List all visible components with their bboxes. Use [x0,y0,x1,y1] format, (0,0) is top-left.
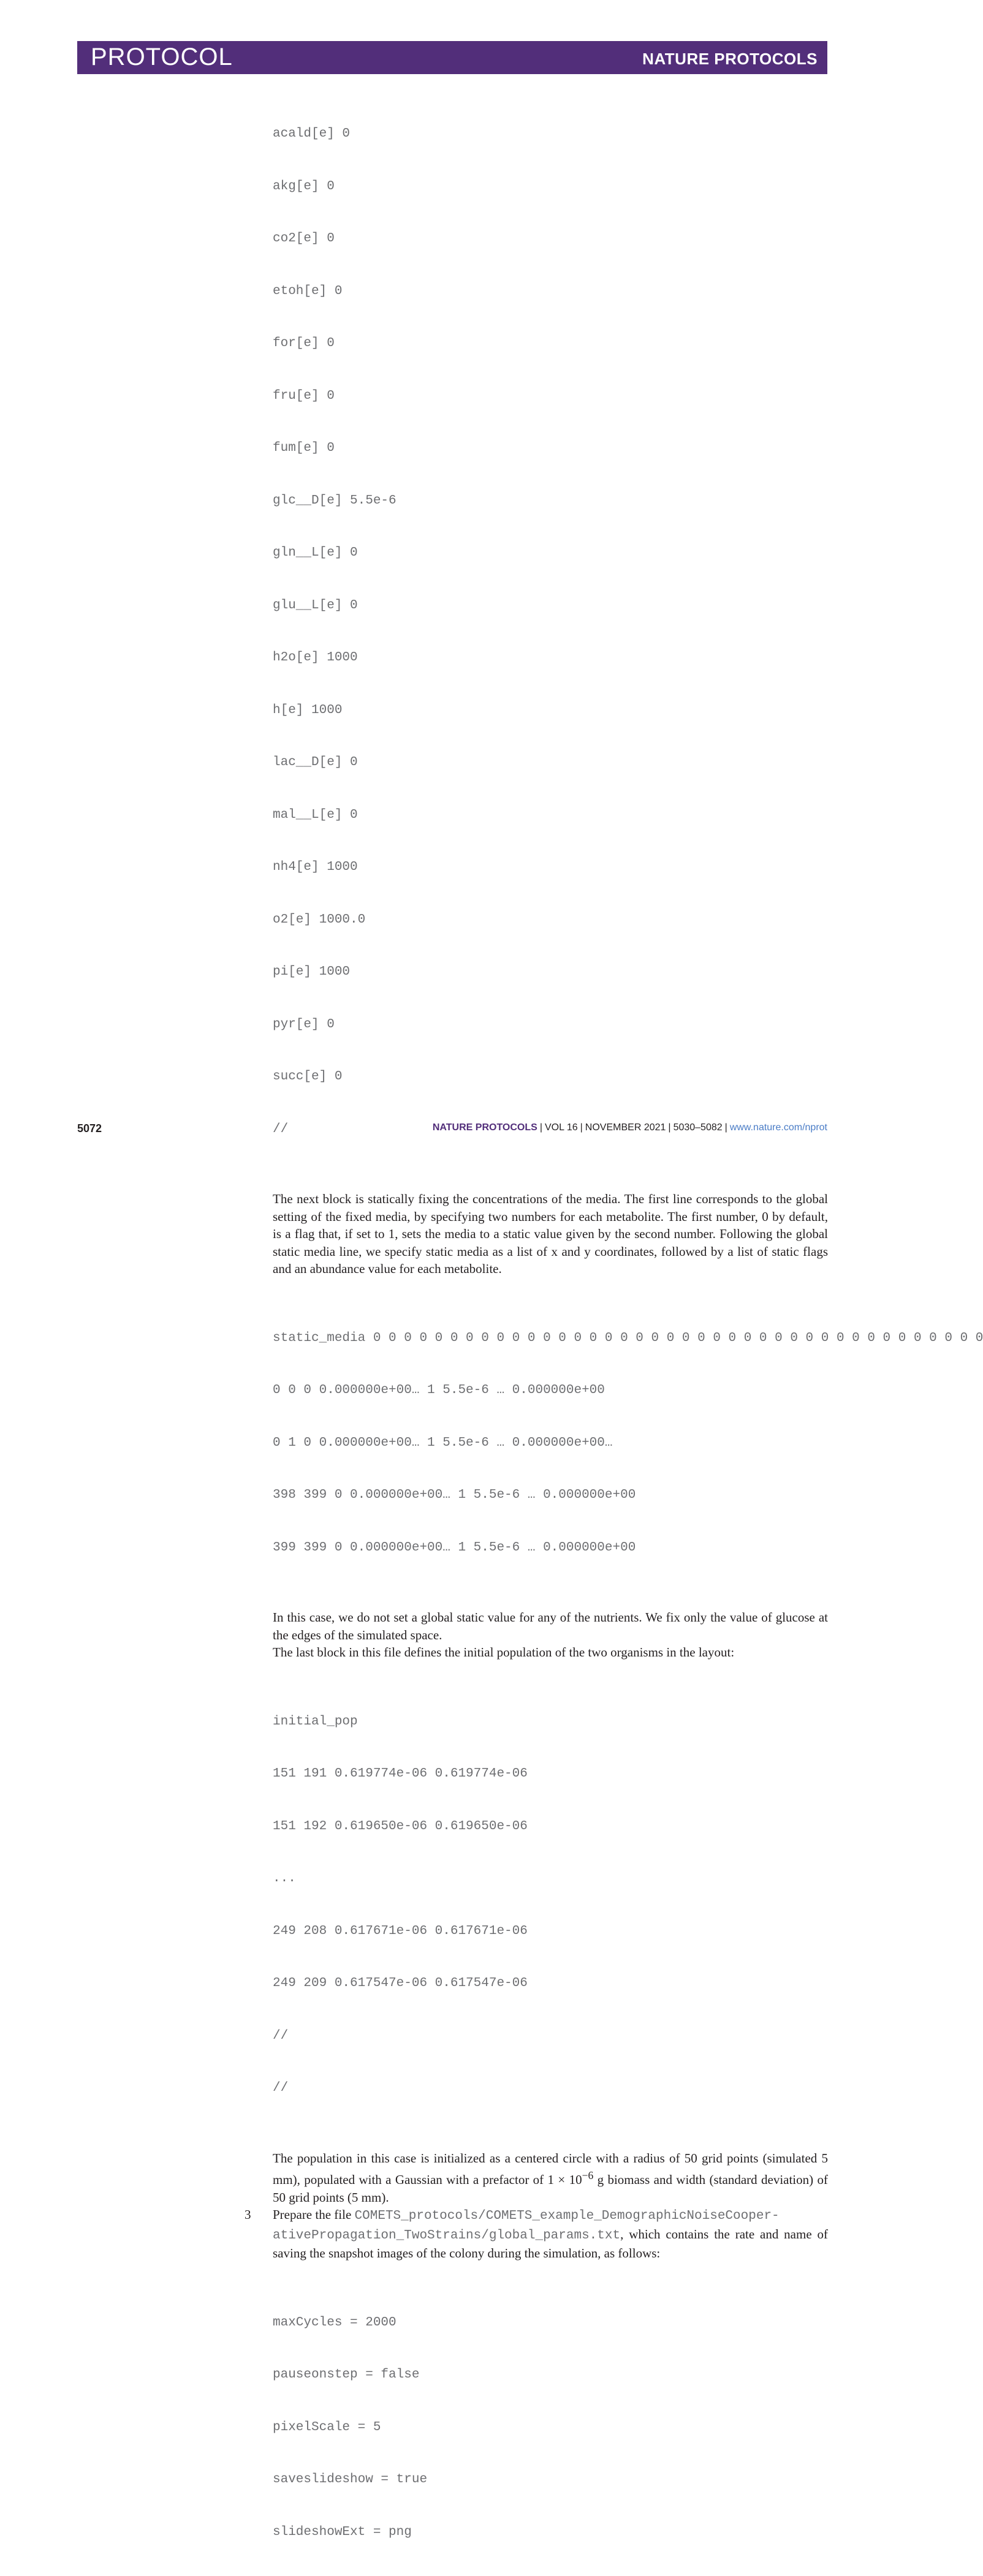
code-line: co2[e] 0 [273,230,828,248]
code-line: succ[e] 0 [273,1068,828,1086]
code-line: h2o[e] 1000 [273,649,828,667]
code-line: // [273,2080,828,2098]
journal-header: NATURE PROTOCOLS [642,50,818,69]
code-line: fru[e] 0 [273,388,828,406]
code-line: mal__L[e] 0 [273,807,828,825]
main-content [273,91,828,2576]
step-3-text: Prepare the file COMETS_protocols/COMETS_example_DemographicNoiseCooper- ativePropagation_TwoStrains/global_params.txt, which contains the rate and name of saving the snapshot images of the colony during the simulation, as follows: [273,2206,828,2262]
code-line: pyr[e] 0 [273,1016,828,1034]
code-line: fum[e] 0 [273,440,828,458]
code-line: ... [273,1870,828,1888]
footer-citation: NATURE PROTOCOLS | VOL 16 | NOVEMBER 2021 | 5030–5082 | www.nature.com/nprot [433,1122,827,1133]
code-line: 0 1 0 0.000000e+00… 1 5.5e-6 … 0.000000e+00… [273,1435,828,1452]
code-line: slideshowExt = png [273,2524,828,2542]
code-line: pauseonstep = false [273,2366,828,2384]
code-block-initial-pop [273,1679,828,2132]
file-path: COMETS_protocols/COMETS_example_DemographicNoiseCooper- ativePropagation_TwoStrains/global_params.txt [273,2209,780,2243]
code-block-params [273,2279,828,2576]
code-line: pixelScale = 5 [273,2419,828,2437]
step-3 [273,2206,828,2262]
code-line: glu__L[e] 0 [273,597,828,615]
code-line: 151 192 0.619650e-06 0.619650e-06 [273,1818,828,1836]
code-line: 249 208 0.617671e-06 0.617671e-06 [273,1923,828,1941]
code-line: 398 399 0 0.000000e+00… 1 5.5e-6 … 0.000000e+00 [273,1487,828,1505]
code-line: lac__D[e] 0 [273,754,828,772]
code-line: saveslideshow = true [273,2471,828,2489]
footer-volume: VOL 16 [545,1122,578,1133]
footer-url-link[interactable]: www.nature.com/nprot [730,1122,827,1133]
code-line: maxCycles = 2000 [273,2314,828,2332]
footer-pages: 5030–5082 [674,1122,723,1133]
code-line: 399 399 0 0.000000e+00… 1 5.5e-6 … 0.000000e+00 [273,1539,828,1557]
code-line: for[e] 0 [273,335,828,353]
code-line: initial_pop [273,1713,828,1731]
footer-journal: NATURE PROTOCOLS [433,1122,537,1133]
code-line: h[e] 1000 [273,702,828,720]
code-line: etoh[e] 0 [273,283,828,301]
step-number: 3 [245,2206,251,2224]
code-line: 0 0 0 0.000000e+00… 1 5.5e-6 … 0.000000e+00 [273,1382,828,1400]
code-line: glc__D[e] 5.5e-6 [273,493,828,510]
superscript-exponent: −6 [582,2169,594,2181]
code-line: gln__L[e] 0 [273,545,828,562]
code-line: akg[e] 0 [273,178,828,196]
code-line: static_media 0 0 0 0 0 0 0 0 0 0 0 0 0 0 0 0 0 0 0 0 0 0 0 0 0 0 0 0 0 0 0 0 0 0 0 0 0 0 0 0 [273,1330,828,1348]
code-line: 249 209 0.617547e-06 0.617547e-06 [273,1975,828,1993]
code-line: o2[e] 1000.0 [273,912,828,929]
code-block-static [273,1295,828,1592]
paragraph-last-block: The last block in this file defines the initial population of the two organisms in the layout: [273,1644,828,1661]
section-label: PROTOCOL [91,43,233,71]
code-line: nh4[e] 1000 [273,859,828,877]
footer-date: NOVEMBER 2021 [585,1122,666,1133]
code-line: acald[e] 0 [273,126,828,143]
code-block-media [273,91,828,1173]
code-line: // [273,2028,828,2045]
page-number: 5072 [77,1122,102,1135]
code-line: pi[e] 1000 [273,964,828,981]
code-line: 151 191 0.619774e-06 0.619774e-06 [273,1766,828,1783]
header-bar [77,41,827,74]
paragraph-population: The population in this case is initialized as a centered circle with a radius of 50 grid points (simulated 5 mm), populated with a Gaussian with a prefactor of $1 \times 10^{-6}$ g biomass and width (standard deviation) of 50 grid points (5 mm). [273,2150,828,2207]
code-line: // [273,1121,828,1139]
paragraph-static-media: The next block is statically fixing the concentrations of the media. The first line corresponds to the global setting of the fixed media, by specifying two numbers for each metabolite. The first number, 0 by default, is a flag that, if set to 1, sets the media to a static value given by the second number. Following the global static media line, we specify static media as a list of x and y coordinates, followed by a list of static flags and an abundance value for each metabolite. [273,1190,828,1278]
paragraph-global: In this case, we do not set a global static value for any of the nutrients. We fix only the value of glucose at the edges of the simulated space. [273,1609,828,1644]
